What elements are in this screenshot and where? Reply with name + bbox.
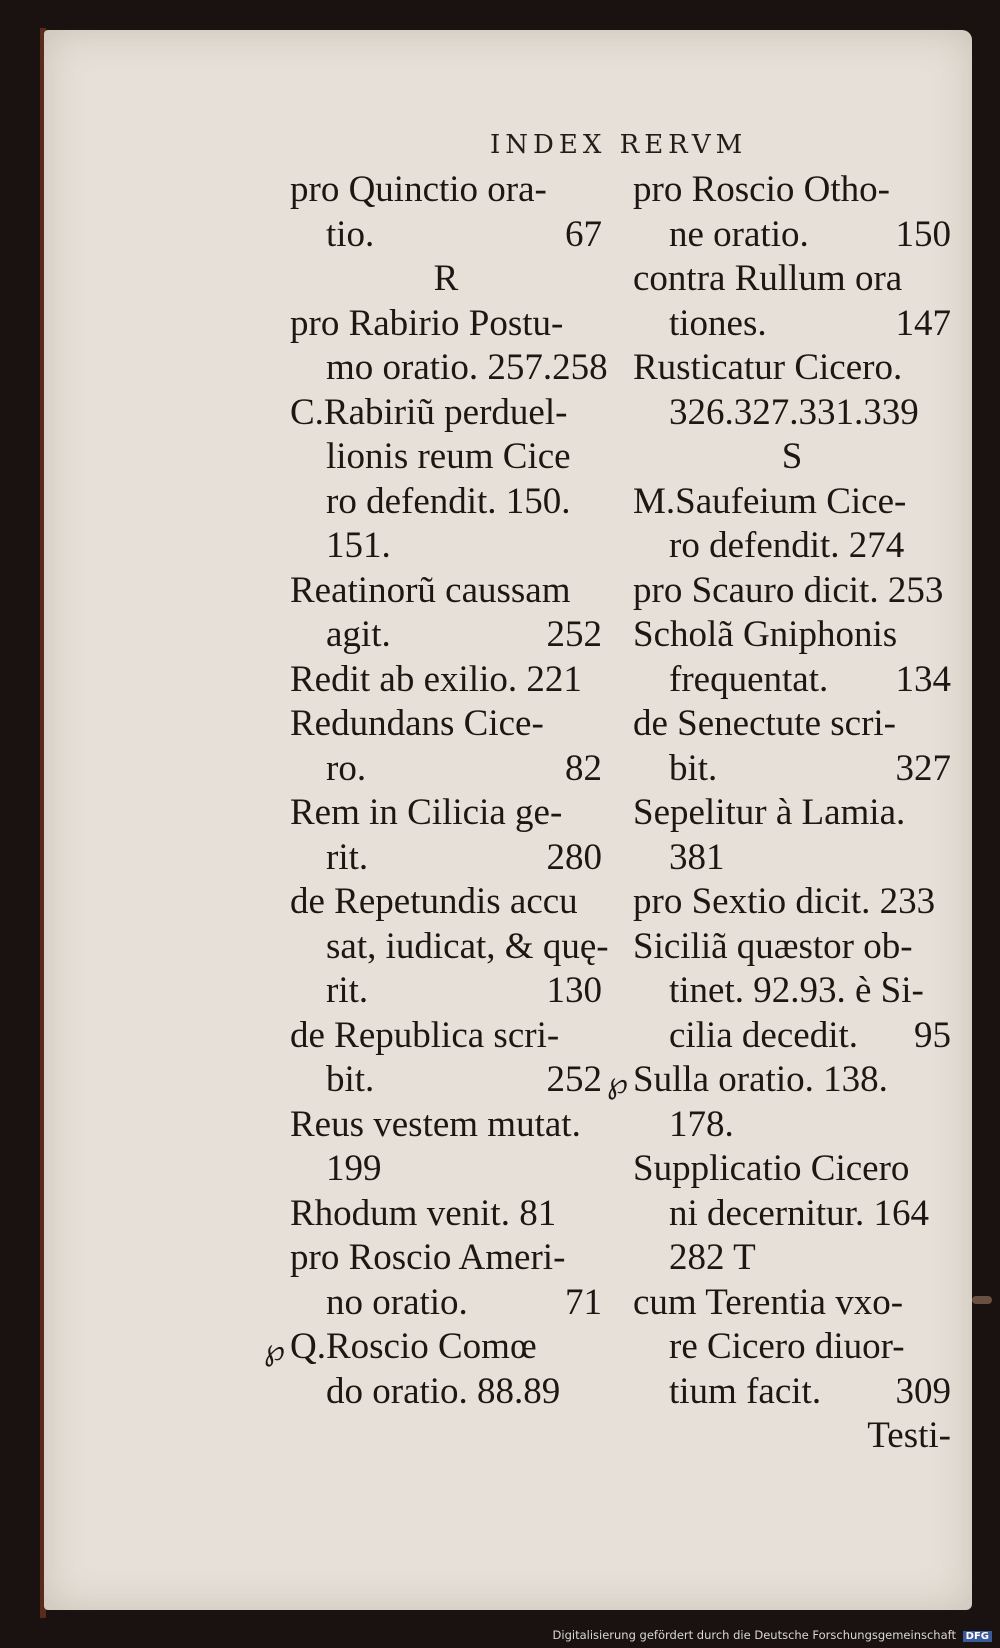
entry-text: de Republica scri- <box>290 1014 560 1056</box>
entry-text: frequentat. <box>669 658 829 700</box>
entry-text: ro defendit. 274 <box>669 525 905 566</box>
entry-text: R <box>433 258 459 299</box>
entry-text: pro Roscio Ameri- <box>290 1237 566 1278</box>
entry-text: Sepelitur à Lamia. <box>633 792 906 833</box>
entry-text: cilia decedit. <box>669 1014 859 1056</box>
entry-text: pro Roscio Otho- <box>633 169 890 210</box>
index-entry-line <box>290 836 602 881</box>
page-reference: 309 <box>895 1370 951 1412</box>
catchword: Testi- <box>867 1415 951 1456</box>
index-entry-line <box>290 702 602 747</box>
entry-text: 326.327.331.339 <box>669 391 919 433</box>
page-reference: 82 <box>565 747 602 789</box>
index-entry-line <box>290 346 608 391</box>
entry-text: pro Sextio dicit. 233 <box>633 881 936 922</box>
entry-text: Sulla oratio. 138. <box>633 1059 888 1100</box>
index-entry-line <box>290 1192 602 1237</box>
page-clip-mark <box>972 1296 992 1304</box>
index-entry-line <box>290 257 602 302</box>
index-entry-line <box>633 1147 951 1192</box>
entry-text: re Cicero diuor- <box>669 1326 905 1367</box>
entry-text: contra Rullum ora <box>633 258 903 299</box>
entry-text: Rusticatur Cicero. <box>633 347 903 388</box>
index-entry-line <box>633 435 951 480</box>
entry-text: Q.Roscio Comœ <box>290 1326 537 1367</box>
index-column-right <box>607 168 951 1459</box>
index-entry-line <box>633 1103 951 1148</box>
entry-text: no oratio. <box>326 1281 468 1323</box>
index-entry-line <box>264 1325 602 1370</box>
index-entry-line <box>633 613 951 658</box>
entry-text: mo oratio. 257.258 <box>326 347 608 388</box>
entry-text: C.Rabiriũ perduel- <box>290 391 568 433</box>
entry-text: pro Scauro dicit. 253 <box>633 569 944 611</box>
entry-text: Reus vestem mutat. <box>290 1103 581 1145</box>
index-entry-line <box>633 1014 951 1059</box>
page-reference: 147 <box>895 302 951 344</box>
entry-text: agit. <box>326 614 391 655</box>
page-reference: 67 <box>565 213 602 255</box>
entry-text: ne oratio. <box>669 213 809 255</box>
index-entry-line <box>633 702 951 747</box>
index-entry-line <box>290 969 602 1014</box>
page-reference: 130 <box>546 970 602 1011</box>
entry-text: rit. <box>326 836 369 878</box>
index-entry-line <box>290 880 602 925</box>
index-entry-line <box>290 391 602 436</box>
index-entry-line <box>633 925 951 970</box>
index-entry-line <box>290 791 602 836</box>
index-entry-line <box>633 969 951 1014</box>
index-entry-line <box>633 302 951 347</box>
index-entry-line <box>290 1281 602 1326</box>
pro-abbreviation-mark: ℘ <box>607 1067 628 1100</box>
entry-text: tium facit. <box>669 1370 822 1412</box>
pro-abbreviation-mark: ℘ <box>264 1334 285 1367</box>
entry-text: ro. <box>326 747 367 789</box>
entry-text: cum Terentia vxo- <box>633 1281 904 1323</box>
page-reference: 327 <box>895 747 951 789</box>
entry-text: 282 T <box>669 1237 756 1278</box>
index-entry-line <box>633 1236 951 1281</box>
footer-credit <box>553 1628 992 1642</box>
index-entry-line <box>290 569 602 614</box>
entry-text: de Repetundis accu <box>290 881 578 922</box>
entry-text: Rhodum venit. 81 <box>290 1192 557 1234</box>
entry-text: pro Quinctio ora- <box>290 169 547 210</box>
index-entry-line <box>633 1192 951 1237</box>
page-reference: 252 <box>546 1059 602 1100</box>
entry-text: 381 <box>669 836 725 878</box>
entry-text: do oratio. 88.89 <box>326 1370 561 1412</box>
index-column-left <box>264 168 609 1414</box>
index-entry-line <box>633 213 951 258</box>
index-entry-line <box>633 836 951 881</box>
entry-text: tinet. 92.93. è Si- <box>669 970 924 1011</box>
dfg-logo: DFG <box>963 1631 992 1642</box>
index-entry-line <box>633 747 951 792</box>
index-entry-line <box>290 613 602 658</box>
entry-text: Siciliã quæstor ob- <box>633 925 913 967</box>
index-entry-line <box>633 880 951 925</box>
index-entry-line <box>290 747 602 792</box>
entry-text: 151. <box>326 525 391 566</box>
page-reference: 252 <box>546 614 602 655</box>
index-entry-line <box>290 1236 602 1281</box>
footer-text: Digitalisierung gefördert durch die Deutsche Forschungsgemeinschaft <box>552 1628 956 1642</box>
running-heading: INDEX RERVM <box>490 130 748 160</box>
index-entry-line <box>633 1281 951 1326</box>
index-entry-line <box>633 1370 951 1415</box>
entry-text: pro Rabirio Postu- <box>290 302 564 344</box>
entry-text: bit. <box>669 747 718 789</box>
page-reference: 280 <box>546 836 602 878</box>
entry-text: ro defendit. 150. <box>326 480 571 522</box>
index-entry-line <box>290 1370 602 1415</box>
index-entry-line <box>633 1325 951 1370</box>
index-entry-line <box>633 168 951 213</box>
entry-text: 178. <box>669 1103 734 1145</box>
page-reference: 95 <box>914 1014 951 1056</box>
index-entry-line <box>290 524 602 569</box>
index-entry-line <box>290 302 602 347</box>
page-reference: 150 <box>895 213 951 255</box>
index-entry-line <box>633 569 951 614</box>
index-entry-line <box>290 1014 602 1059</box>
index-entry-line <box>290 480 602 525</box>
index-entry-line <box>290 658 602 703</box>
index-entry-line <box>633 658 951 703</box>
entry-text: de Senectute scri- <box>633 703 896 744</box>
index-entry-line <box>633 257 951 302</box>
entry-text: tio. <box>326 213 375 255</box>
index-entry-line <box>633 524 951 569</box>
index-entry-line <box>290 1147 602 1192</box>
entry-text: S <box>781 436 803 477</box>
index-entry-line <box>290 213 602 258</box>
entry-text: Supplicatio Cicero <box>633 1148 910 1189</box>
entry-text: sat, iudicat, & quę- <box>326 925 609 967</box>
page-reference: 134 <box>895 658 951 700</box>
index-entry-line <box>633 480 951 525</box>
index-entry-line <box>290 1103 602 1148</box>
index-entry-line <box>290 168 602 213</box>
entry-text: tiones. <box>669 302 767 344</box>
entry-text: lionis reum Cice <box>326 436 571 477</box>
index-entry-line <box>607 1058 951 1103</box>
entry-text: Redundans Cice- <box>290 703 544 744</box>
index-entry-line <box>290 925 609 970</box>
index-entry-line <box>633 791 951 836</box>
index-entry-line <box>633 391 951 436</box>
entry-text: Scholã Gniphonis <box>633 614 898 655</box>
entry-text: Rem in Cilicia ge- <box>290 792 563 833</box>
index-entry-line <box>633 346 951 391</box>
entry-text: 199 <box>326 1148 382 1189</box>
entry-text: rit. <box>326 970 369 1011</box>
entry-text: Reatinorũ caussam <box>290 569 571 611</box>
entry-text: ni decernitur. 164 <box>669 1192 929 1234</box>
entry-text: Redit ab exilio. 221 <box>290 658 582 700</box>
page-reference: 71 <box>565 1281 602 1323</box>
entry-text: M.Saufeium Cice- <box>633 480 907 522</box>
entry-text: bit. <box>326 1059 375 1100</box>
index-entry-line <box>290 1058 602 1103</box>
index-entry-line <box>290 435 602 480</box>
